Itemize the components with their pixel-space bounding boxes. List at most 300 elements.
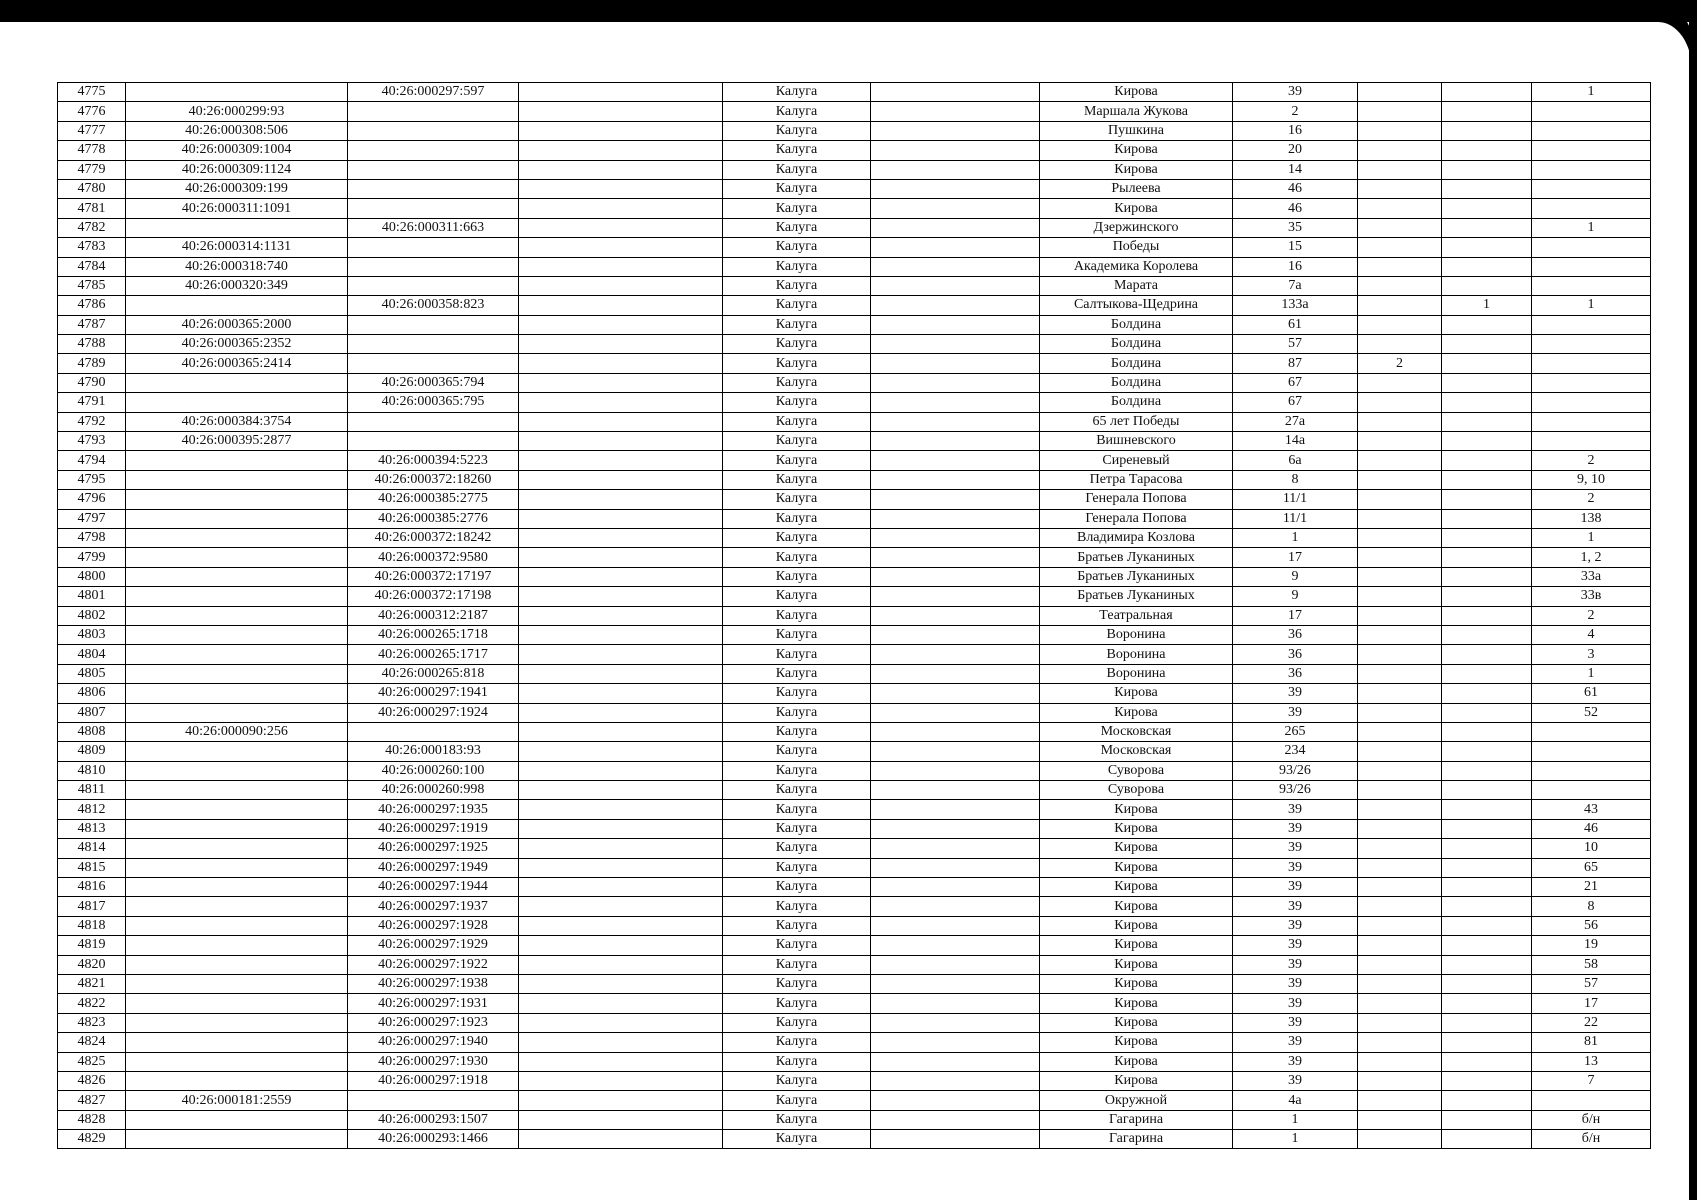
apartment-cell: 3	[1532, 645, 1651, 664]
apartment-cell: 58	[1532, 955, 1651, 974]
row-number-cell: 4811	[58, 781, 126, 800]
row-number-cell: 4829	[58, 1130, 126, 1149]
house-number-cell: 87	[1233, 354, 1358, 373]
cadastral-room-number-cell: 40:26:000385:2775	[348, 490, 519, 509]
extra-cell	[1358, 102, 1442, 121]
house-number-cell: 39	[1233, 936, 1358, 955]
extra-cell	[1358, 160, 1442, 179]
extra-cell	[1442, 354, 1532, 373]
cadastral-number-cell	[126, 936, 348, 955]
row-number-cell: 4815	[58, 858, 126, 877]
empty-cell	[871, 102, 1040, 121]
table-row	[58, 335, 1651, 354]
apartment-cell: 2	[1532, 490, 1651, 509]
house-number-cell: 8	[1233, 470, 1358, 489]
cadastral-room-number-cell: 40:26:000297:1924	[348, 703, 519, 722]
cadastral-room-number-cell: 40:26:000293:1507	[348, 1110, 519, 1129]
empty-cell	[519, 335, 723, 354]
city-cell: Калуга	[723, 509, 871, 528]
empty-cell	[871, 703, 1040, 722]
house-number-cell: 16	[1233, 257, 1358, 276]
table-row	[58, 722, 1651, 741]
table-row	[58, 1091, 1651, 1110]
house-number-cell: 39	[1233, 878, 1358, 897]
empty-cell	[519, 839, 723, 858]
empty-cell	[519, 238, 723, 257]
row-number-cell: 4824	[58, 1033, 126, 1052]
city-cell: Калуга	[723, 528, 871, 547]
cadastral-room-number-cell: 40:26:000297:1923	[348, 1013, 519, 1032]
house-number-cell: 1	[1233, 1110, 1358, 1129]
cadastral-number-cell: 40:26:000320:349	[126, 276, 348, 295]
apartment-cell	[1532, 354, 1651, 373]
house-number-cell: 133а	[1233, 296, 1358, 315]
cadastral-number-cell	[126, 83, 348, 102]
extra-cell	[1358, 83, 1442, 102]
table-row	[58, 373, 1651, 392]
empty-cell	[871, 916, 1040, 935]
city-cell: Калуга	[723, 1033, 871, 1052]
cadastral-room-number-cell	[348, 257, 519, 276]
cadastral-room-number-cell: 40:26:000297:1929	[348, 936, 519, 955]
row-number-cell: 4792	[58, 412, 126, 431]
cadastral-number-cell	[126, 858, 348, 877]
extra-cell	[1442, 1091, 1532, 1110]
apartment-cell: 43	[1532, 800, 1651, 819]
empty-cell	[871, 819, 1040, 838]
table-row	[58, 257, 1651, 276]
table-row	[58, 858, 1651, 877]
street-cell: Болдина	[1040, 335, 1233, 354]
row-number-cell: 4817	[58, 897, 126, 916]
house-number-cell: 9	[1233, 567, 1358, 586]
extra-cell	[1358, 509, 1442, 528]
street-cell: Кирова	[1040, 1071, 1233, 1090]
row-number-cell: 4776	[58, 102, 126, 121]
house-number-cell: 39	[1233, 1071, 1358, 1090]
apartment-cell: 81	[1532, 1033, 1651, 1052]
street-cell: Московская	[1040, 722, 1233, 741]
empty-cell	[871, 470, 1040, 489]
city-cell: Калуга	[723, 393, 871, 412]
table-body	[58, 83, 1651, 1149]
city-cell: Калуга	[723, 490, 871, 509]
extra-cell	[1358, 1130, 1442, 1149]
empty-cell	[519, 490, 723, 509]
empty-cell	[871, 955, 1040, 974]
house-number-cell: 17	[1233, 548, 1358, 567]
house-number-cell: 39	[1233, 916, 1358, 935]
extra-cell	[1358, 936, 1442, 955]
extra-cell	[1442, 625, 1532, 644]
table-row	[58, 315, 1651, 334]
extra-cell	[1442, 645, 1532, 664]
row-number-cell: 4798	[58, 528, 126, 547]
cadastral-number-cell	[126, 606, 348, 625]
cadastral-room-number-cell: 40:26:000358:823	[348, 296, 519, 315]
extra-cell: 2	[1358, 354, 1442, 373]
empty-cell	[871, 548, 1040, 567]
apartment-cell	[1532, 393, 1651, 412]
table-row	[58, 412, 1651, 431]
row-number-cell: 4828	[58, 1110, 126, 1129]
cadastral-number-cell: 40:26:000090:256	[126, 722, 348, 741]
extra-cell	[1442, 490, 1532, 509]
city-cell: Калуга	[723, 179, 871, 198]
street-cell: Кирова	[1040, 160, 1233, 179]
cadastral-room-number-cell	[348, 160, 519, 179]
extra-cell	[1358, 897, 1442, 916]
extra-cell	[1442, 238, 1532, 257]
empty-cell	[871, 412, 1040, 431]
house-number-cell: 39	[1233, 858, 1358, 877]
table-row	[58, 994, 1651, 1013]
table-row	[58, 878, 1651, 897]
empty-cell	[519, 994, 723, 1013]
extra-cell	[1358, 412, 1442, 431]
house-number-cell: 14а	[1233, 432, 1358, 451]
extra-cell	[1442, 684, 1532, 703]
cadastral-number-cell: 40:26:000311:1091	[126, 199, 348, 218]
extra-cell	[1442, 141, 1532, 160]
cadastral-number-cell	[126, 955, 348, 974]
street-cell: Кирова	[1040, 819, 1233, 838]
empty-cell	[871, 781, 1040, 800]
extra-cell	[1358, 761, 1442, 780]
empty-cell	[871, 179, 1040, 198]
apartment-cell: 7	[1532, 1071, 1651, 1090]
cadastral-room-number-cell	[348, 354, 519, 373]
empty-cell	[519, 315, 723, 334]
table-row	[58, 1013, 1651, 1032]
table-row	[58, 684, 1651, 703]
extra-cell	[1442, 218, 1532, 237]
house-number-cell: 2	[1233, 102, 1358, 121]
city-cell: Калуга	[723, 916, 871, 935]
row-number-cell: 4821	[58, 974, 126, 993]
house-number-cell: 46	[1233, 179, 1358, 198]
extra-cell	[1358, 955, 1442, 974]
row-number-cell: 4799	[58, 548, 126, 567]
extra-cell	[1442, 315, 1532, 334]
cadastral-number-cell: 40:26:000365:2352	[126, 335, 348, 354]
street-cell: Кирова	[1040, 936, 1233, 955]
cadastral-room-number-cell: 40:26:000312:2187	[348, 606, 519, 625]
extra-cell	[1358, 470, 1442, 489]
extra-cell	[1358, 742, 1442, 761]
city-cell: Калуга	[723, 257, 871, 276]
house-number-cell: 6а	[1233, 451, 1358, 470]
house-number-cell: 17	[1233, 606, 1358, 625]
empty-cell	[871, 315, 1040, 334]
street-cell: 65 лет Победы	[1040, 412, 1233, 431]
house-number-cell: 39	[1233, 839, 1358, 858]
empty-cell	[871, 858, 1040, 877]
street-cell: Болдина	[1040, 373, 1233, 392]
apartment-cell	[1532, 315, 1651, 334]
street-cell: Кирова	[1040, 199, 1233, 218]
table-row	[58, 393, 1651, 412]
empty-cell	[871, 761, 1040, 780]
house-number-cell: 27а	[1233, 412, 1358, 431]
city-cell: Калуга	[723, 335, 871, 354]
street-cell: Кирова	[1040, 703, 1233, 722]
apartment-cell: 1	[1532, 664, 1651, 683]
empty-cell	[519, 451, 723, 470]
street-cell: Гагарина	[1040, 1130, 1233, 1149]
city-cell: Калуга	[723, 315, 871, 334]
apartment-cell: 65	[1532, 858, 1651, 877]
empty-cell	[519, 83, 723, 102]
empty-cell	[519, 625, 723, 644]
cadastral-number-cell	[126, 218, 348, 237]
row-number-cell: 4807	[58, 703, 126, 722]
apartment-cell: 138	[1532, 509, 1651, 528]
street-cell: Вишневского	[1040, 432, 1233, 451]
cadastral-number-cell: 40:26:000365:2000	[126, 315, 348, 334]
cadastral-number-cell	[126, 625, 348, 644]
extra-cell	[1442, 470, 1532, 489]
empty-cell	[519, 819, 723, 838]
cadastral-number-cell	[126, 742, 348, 761]
extra-cell	[1358, 587, 1442, 606]
extra-cell	[1358, 276, 1442, 295]
row-number-cell: 4819	[58, 936, 126, 955]
extra-cell	[1358, 1091, 1442, 1110]
cadastral-number-cell	[126, 897, 348, 916]
city-cell: Калуга	[723, 819, 871, 838]
cadastral-number-cell: 40:26:000309:1124	[126, 160, 348, 179]
table-row	[58, 160, 1651, 179]
city-cell: Калуга	[723, 218, 871, 237]
cadastral-room-number-cell: 40:26:000297:1938	[348, 974, 519, 993]
empty-cell	[519, 897, 723, 916]
extra-cell	[1358, 179, 1442, 198]
scan-top-border	[0, 0, 1697, 22]
cadastral-room-number-cell: 40:26:000293:1466	[348, 1130, 519, 1149]
table-row	[58, 974, 1651, 993]
empty-cell	[871, 722, 1040, 741]
house-number-cell: 67	[1233, 393, 1358, 412]
city-cell: Калуга	[723, 664, 871, 683]
street-cell: Кирова	[1040, 1013, 1233, 1032]
house-number-cell: 7а	[1233, 276, 1358, 295]
extra-cell	[1442, 781, 1532, 800]
row-number-cell: 4804	[58, 645, 126, 664]
extra-cell	[1358, 548, 1442, 567]
table-row	[58, 800, 1651, 819]
house-number-cell: 93/26	[1233, 781, 1358, 800]
apartment-cell: б/н	[1532, 1130, 1651, 1149]
street-cell: Воронина	[1040, 664, 1233, 683]
row-number-cell: 4778	[58, 141, 126, 160]
row-number-cell: 4786	[58, 296, 126, 315]
empty-cell	[519, 470, 723, 489]
extra-cell	[1358, 141, 1442, 160]
empty-cell	[519, 1013, 723, 1032]
extra-cell	[1442, 897, 1532, 916]
cadastral-room-number-cell: 40:26:000265:1717	[348, 645, 519, 664]
street-cell: Кирова	[1040, 916, 1233, 935]
apartment-cell: 9, 10	[1532, 470, 1651, 489]
cadastral-room-number-cell: 40:26:000297:1944	[348, 878, 519, 897]
house-number-cell: 9	[1233, 587, 1358, 606]
empty-cell	[871, 276, 1040, 295]
cadastral-room-number-cell: 40:26:000297:1928	[348, 916, 519, 935]
cadastral-number-cell	[126, 800, 348, 819]
city-cell: Калуга	[723, 296, 871, 315]
house-number-cell: 35	[1233, 218, 1358, 237]
table-row	[58, 141, 1651, 160]
cadastral-number-cell	[126, 703, 348, 722]
cadastral-room-number-cell: 40:26:000365:795	[348, 393, 519, 412]
row-number-cell: 4823	[58, 1013, 126, 1032]
cadastral-number-cell	[126, 1130, 348, 1149]
empty-cell	[871, 936, 1040, 955]
extra-cell	[1358, 974, 1442, 993]
table-row	[58, 509, 1651, 528]
table-row	[58, 645, 1651, 664]
extra-cell	[1442, 800, 1532, 819]
street-cell: Кирова	[1040, 974, 1233, 993]
empty-cell	[519, 742, 723, 761]
extra-cell	[1358, 1071, 1442, 1090]
row-number-cell: 4794	[58, 451, 126, 470]
row-number-cell: 4797	[58, 509, 126, 528]
extra-cell	[1358, 1052, 1442, 1071]
cadastral-room-number-cell	[348, 412, 519, 431]
empty-cell	[871, 141, 1040, 160]
empty-cell	[519, 1130, 723, 1149]
street-cell: Кирова	[1040, 878, 1233, 897]
extra-cell	[1442, 878, 1532, 897]
street-cell: Братьев Луканиных	[1040, 587, 1233, 606]
extra-cell	[1358, 1110, 1442, 1129]
extra-cell	[1442, 335, 1532, 354]
cadastral-room-number-cell: 40:26:000183:93	[348, 742, 519, 761]
street-cell: Сиреневый	[1040, 451, 1233, 470]
table-row	[58, 897, 1651, 916]
cadastral-room-number-cell: 40:26:000297:1931	[348, 994, 519, 1013]
apartment-cell	[1532, 102, 1651, 121]
city-cell: Калуга	[723, 781, 871, 800]
cadastral-number-cell: 40:26:000308:506	[126, 121, 348, 140]
apartment-cell	[1532, 160, 1651, 179]
cadastral-number-cell: 40:26:000299:93	[126, 102, 348, 121]
table-row	[58, 916, 1651, 935]
cadastral-room-number-cell: 40:26:000297:1922	[348, 955, 519, 974]
empty-cell	[871, 897, 1040, 916]
row-number-cell: 4782	[58, 218, 126, 237]
row-number-cell: 4779	[58, 160, 126, 179]
street-cell: Марата	[1040, 276, 1233, 295]
table-row	[58, 606, 1651, 625]
apartment-cell: 1	[1532, 83, 1651, 102]
city-cell: Калуга	[723, 722, 871, 741]
extra-cell	[1358, 199, 1442, 218]
empty-cell	[871, 528, 1040, 547]
row-number-cell: 4813	[58, 819, 126, 838]
apartment-cell	[1532, 432, 1651, 451]
table-row	[58, 102, 1651, 121]
city-cell: Калуга	[723, 199, 871, 218]
empty-cell	[871, 878, 1040, 897]
row-number-cell: 4796	[58, 490, 126, 509]
extra-cell	[1358, 373, 1442, 392]
table-row	[58, 179, 1651, 198]
house-number-cell: 14	[1233, 160, 1358, 179]
apartment-cell: 17	[1532, 994, 1651, 1013]
street-cell: Воронина	[1040, 645, 1233, 664]
empty-cell	[871, 1013, 1040, 1032]
city-cell: Калуга	[723, 83, 871, 102]
extra-cell	[1358, 567, 1442, 586]
empty-cell	[519, 703, 723, 722]
house-number-cell: 39	[1233, 994, 1358, 1013]
extra-cell	[1358, 296, 1442, 315]
apartment-cell	[1532, 276, 1651, 295]
table-row	[58, 470, 1651, 489]
empty-cell	[871, 451, 1040, 470]
apartment-cell: 22	[1532, 1013, 1651, 1032]
city-cell: Калуга	[723, 742, 871, 761]
row-number-cell: 4787	[58, 315, 126, 334]
city-cell: Калуга	[723, 432, 871, 451]
extra-cell	[1358, 645, 1442, 664]
cadastral-number-cell	[126, 587, 348, 606]
city-cell: Калуга	[723, 936, 871, 955]
extra-cell	[1358, 606, 1442, 625]
city-cell: Калуга	[723, 1130, 871, 1149]
cadastral-room-number-cell	[348, 276, 519, 295]
extra-cell	[1442, 936, 1532, 955]
extra-cell	[1442, 587, 1532, 606]
cadastral-number-cell	[126, 1110, 348, 1129]
extra-cell	[1358, 451, 1442, 470]
cadastral-room-number-cell: 40:26:000365:794	[348, 373, 519, 392]
empty-cell	[519, 974, 723, 993]
extra-cell	[1442, 955, 1532, 974]
row-number-cell: 4784	[58, 257, 126, 276]
cadastral-number-cell	[126, 490, 348, 509]
apartment-cell: 1, 2	[1532, 548, 1651, 567]
extra-cell	[1442, 858, 1532, 877]
cadastral-number-cell: 40:26:000384:3754	[126, 412, 348, 431]
extra-cell	[1442, 1110, 1532, 1129]
street-cell: Кирова	[1040, 897, 1233, 916]
table-row	[58, 839, 1651, 858]
cadastral-number-cell	[126, 1071, 348, 1090]
apartment-cell	[1532, 373, 1651, 392]
empty-cell	[519, 296, 723, 315]
apartment-cell	[1532, 199, 1651, 218]
cadastral-number-cell	[126, 839, 348, 858]
table-row	[58, 451, 1651, 470]
city-cell: Калуга	[723, 684, 871, 703]
street-cell: Генерала Попова	[1040, 490, 1233, 509]
city-cell: Калуга	[723, 858, 871, 877]
cadastral-number-cell: 40:26:000314:1131	[126, 238, 348, 257]
cadastral-number-cell	[126, 664, 348, 683]
house-number-cell: 39	[1233, 1013, 1358, 1032]
apartment-cell	[1532, 121, 1651, 140]
cadastral-room-number-cell: 40:26:000372:9580	[348, 548, 519, 567]
city-cell: Калуга	[723, 761, 871, 780]
empty-cell	[871, 742, 1040, 761]
street-cell: Победы	[1040, 238, 1233, 257]
empty-cell	[519, 645, 723, 664]
row-number-cell: 4802	[58, 606, 126, 625]
